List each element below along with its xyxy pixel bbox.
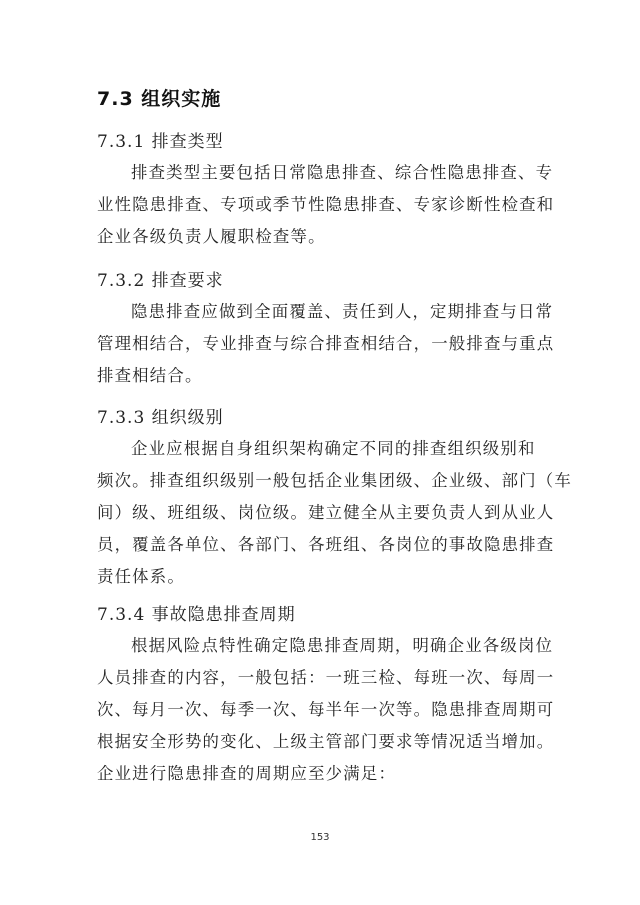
paragraph-line: 企业各级负责人履职检查等。 [97, 227, 326, 246]
paragraph-line: 责任体系。 [97, 567, 185, 586]
subsection-heading-7-3-4: 7.3.4 事故隐患排查周期 [97, 605, 296, 625]
paragraph-organization-levels [97, 433, 572, 593]
paragraph-line: 排查类型主要包括日常隐患排查、综合性隐患排查、专 [131, 163, 554, 182]
paragraph-inspection-requirements [97, 296, 555, 392]
paragraph-line: 员，覆盖各单位、各部门、各班组、各岗位的事故隐患排查 [97, 535, 555, 554]
paragraph-inspection-types [97, 157, 555, 253]
subsection-heading-7-3-1: 7.3.1 排查类型 [97, 132, 224, 152]
paragraph-line: 企业应根据自身组织架构确定不同的排查组织级别和 [131, 439, 536, 458]
paragraph-line: 排查相结合。 [97, 366, 203, 385]
paragraph-line: 隐患排查应做到全面覆盖、责任到人，定期排查与日常 [131, 302, 554, 321]
paragraph-line: 次、每月一次、每季一次、每半年一次等。隐患排查周期可 [97, 700, 555, 719]
paragraph-line: 根据安全形势的变化、上级主管部门要求等情况适当增加。 [97, 732, 555, 751]
paragraph-line: 业性隐患排查、专项或季节性隐患排查、专家诊断性检查和 [97, 195, 555, 214]
paragraph-line: 间）级、班组级、岗位级。建立健全从主要负责人到从业人 [97, 503, 555, 522]
paragraph-line: 频次。排查组织级别一般包括企业集团级、企业级、部门（车 [97, 471, 572, 490]
subsection-heading-7-3-2: 7.3.2 排查要求 [97, 271, 224, 291]
paragraph-inspection-cycle [97, 630, 555, 790]
page-number: 153 [310, 832, 330, 843]
paragraph-line: 管理相结合，专业排查与综合排查相结合，一般排查与重点 [97, 334, 555, 353]
paragraph-line: 企业进行隐患排查的周期应至少满足： [97, 764, 397, 783]
subsection-heading-7-3-3: 7.3.3 组织级别 [97, 408, 224, 428]
section-title: 7.3 组织实施 [97, 88, 222, 110]
paragraph-line: 根据风险点特性确定隐患排查周期，明确企业各级岗位 [131, 636, 554, 655]
paragraph-line: 人员排查的内容，一般包括：一班三检、每班一次、每周一 [97, 668, 555, 687]
